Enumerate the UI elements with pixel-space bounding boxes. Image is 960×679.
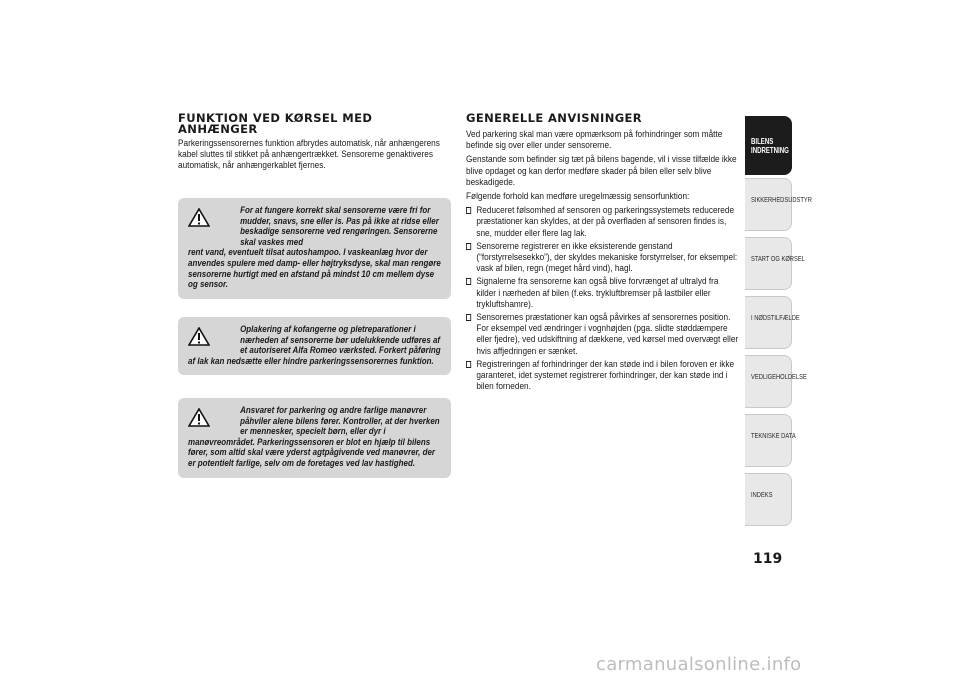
- tab-tekniske-data[interactable]: TEKNISKE DATA: [745, 414, 792, 467]
- warning-box-driver-responsibility: [178, 398, 451, 478]
- general-paragraph: Genstande som befinder sig tæt på bilens bagende, vil i visse tilfælde ikke blive opdaget og kan derfor medføre skader på bilen eller selv blive beskadigede.: [466, 154, 737, 188]
- warning-text-rest: manøvreområdet. Parkeringssensoren er blot en hjælp til bilens fører, som altid skal være yderst agtpågivende ved manøvrer, der er potentielt farlige, selv om de foretages ved lav hastighed.: [188, 436, 436, 469]
- tab-sikkerhedsudstyr[interactable]: SIKKERHEDSUDSTYR: [745, 178, 792, 231]
- tab-bilens-indretning[interactable]: BILENS INDRETNING: [745, 116, 792, 175]
- page-number: 119: [753, 551, 783, 567]
- left-column: [178, 113, 453, 172]
- watermark: carmanualsonline.info: [596, 654, 802, 675]
- list-item: Reduceret følsomhed af sensoren og parkeringssystemets reducerede præstationer kan skyldes, at der på overfladen af sensoren findes is, sne, mudder eller flere lag lak.: [466, 205, 739, 239]
- conditions-list: [466, 205, 739, 392]
- tab-start-og-korsel[interactable]: START OG KØRSEL: [745, 237, 792, 290]
- trailer-paragraph: Parkeringssensorernes funktion afbrydes automatisk, når anhængerens kabel sluttes til stikket på anhængertrækket. Sensorerne genaktiveres automatisk, når anhængerkablet fjernes.: [178, 138, 440, 172]
- checkbox-bullet-icon: [466, 278, 471, 285]
- general-paragraph: Følgende forhold kan medføre uregelmæssig sensorfunktion:: [466, 191, 690, 203]
- checkbox-bullet-icon: [466, 314, 471, 321]
- list-item: Registreringen af forhindringer der kan støde ind i bilen foroven er ikke garanteret, idet systemet registrerer forhindringer, der kan støde ind i bilen forneden.: [466, 359, 739, 393]
- warning-text-rest: af lak kan nedsætte eller hindre parkeringssensorernes funktion.: [188, 355, 434, 367]
- warning-text-indented: Ansvaret for parkering og andre farlige manøvrer påhviler alene bilens fører. Kontroller, at der hverken er mennesker, specielt børn, eller dyr i: [240, 405, 440, 438]
- warning-text-indented: Oplakering af kofangerne og pletreparationer i nærheden af sensorerne bør udelukkende udføres af et autoriseret Alfa Romeo værksted. Forkert påføring: [240, 324, 441, 357]
- tab-vedligeholdelse[interactable]: VEDLIGEHOLDELSE: [745, 355, 792, 408]
- warning-text-rest: rent vand, eventuelt tilsat autoshampoo. I vaskeanlæg hvor der anvendes spulere med damp- eller højtryksdyse, skal man rengøre sensorerne hurtigt med en afstand på mindst 10 cm mellem dyse og sensor.: [188, 247, 441, 291]
- general-paragraph: Ved parkering skal man være opmærksom på forhindringer som måtte befinde sig over eller under sensorerne.: [466, 129, 723, 152]
- list-item: Signalerne fra sensorerne kan også blive forvrænget af ultralyd fra kilder i nærheden af bilen (f.eks. trykluftbremser på lastbiler eller trykluftshamre).: [466, 276, 739, 310]
- tab-i-nodstilfaelde[interactable]: I NØDSTILFÆLDE: [745, 296, 792, 349]
- warning-box-sensor-cleaning: [178, 198, 451, 299]
- general-body: [466, 129, 739, 392]
- list-item: Sensorernes præstationer kan også påvirkes af sensorernes position. For eksempel ved ændringer i vognhøjden (pga. slidte støddæmpere eller fjedre), ved udskiftning af dækkene, ved kørsel med overvægt eller hvis affjedringen er sænket.: [466, 312, 739, 357]
- chapter-tabs: [745, 116, 812, 532]
- section-heading-trailer: FUNKTION VED KØRSEL MED ANHÆNGER: [178, 111, 373, 136]
- right-column: [466, 113, 740, 394]
- checkbox-bullet-icon: [466, 207, 471, 214]
- checkbox-bullet-icon: [466, 361, 471, 368]
- section-heading-general: GENERELLE ANVISNINGER: [466, 111, 643, 125]
- checkbox-bullet-icon: [466, 243, 471, 250]
- warning-text-indented: For at fungere korrekt skal sensorerne være fri for mudder, snavs, sne eller is. Pas på ikke at ridse eller beskadige sensorerne ved rengøringen. Sensorerne skal vaskes med: [240, 205, 439, 248]
- tab-indeks[interactable]: INDEKS: [745, 473, 792, 526]
- warning-box-bumper-paint: [178, 317, 451, 375]
- list-item: Sensorerne registrerer en ikke eksisterende genstand (“forstyrrelsesekko”), der skyldes mekaniske forstyrrelser, for eksempel: vask af bilen, regn (meget hård vind), hagl.: [466, 241, 739, 275]
